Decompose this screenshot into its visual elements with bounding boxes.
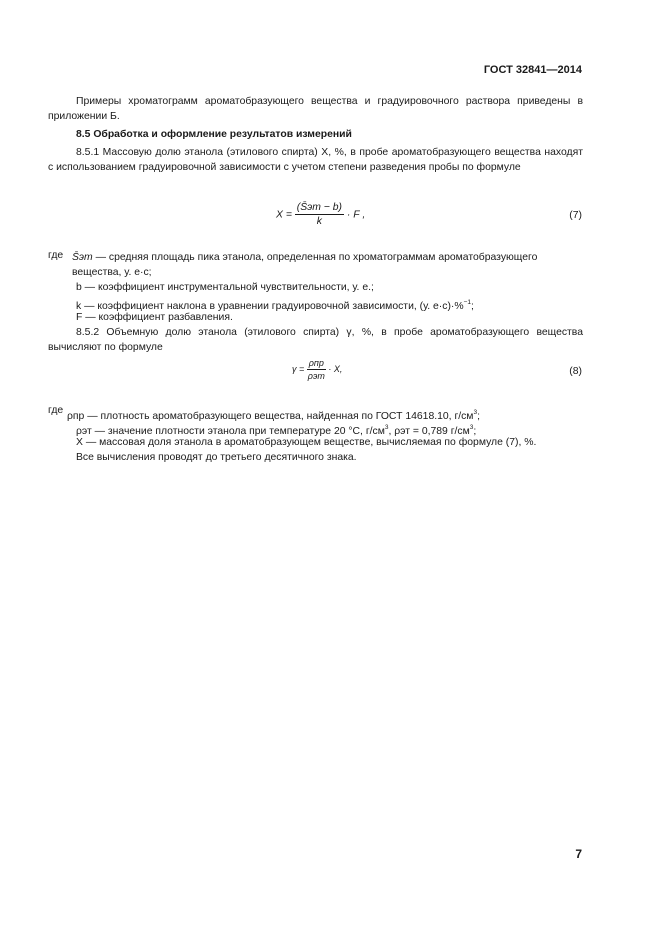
final-note: Все вычисления проводят до третьего десятичного знака. (76, 452, 357, 463)
definition-rho-pr-end: ; (477, 411, 480, 422)
formula-8-numerator: ρпр (308, 358, 324, 368)
definition-b: b — коэффициент инструментальной чувствительности, у. е.; (76, 282, 374, 293)
formula-7 (276, 202, 365, 227)
definition-k-sup: −1 (463, 299, 472, 306)
document-header: ГОСТ 32841—2014 (483, 64, 582, 76)
formula-7-numerator: (S̄эт − b) (296, 202, 343, 213)
formula-8-tail: · X, (328, 363, 343, 374)
formula-7-tail: · F , (346, 209, 366, 221)
formula-8-fraction (307, 358, 326, 381)
definition-rho-et-sup-2: 3 (469, 424, 474, 431)
formula-7-number: (7) (569, 210, 582, 221)
page-number: 7 (575, 847, 582, 861)
definition-rho-pr-text: ρпр — плотность ароматобразующего вещества, найденная по ГОСТ 14618.10, г/см (67, 411, 474, 422)
formula-7-denominator: k (316, 216, 322, 227)
definition-rho-et-end: ; (473, 426, 477, 437)
where-label-8: где (48, 405, 64, 416)
section-heading: 8.5 Обработка и оформление результатов измерений (76, 129, 352, 140)
definition-s-et (72, 250, 583, 280)
definition-rho-et-sup-1: 3 (384, 424, 389, 431)
s-et-text: — средняя площадь пика этанола, определенная по хроматограммам ароматобразующего вещества, у. е·с; (72, 252, 538, 278)
formula-8-lhs: γ = (292, 363, 305, 374)
definition-rho-pr-sup: 3 (473, 409, 478, 416)
s-et-symbol: S̄эт (72, 252, 93, 263)
definition-x: X — массовая доля этанола в ароматобразующем веществе, вычисляемая по формуле (7), %. (76, 437, 537, 448)
formula-8 (292, 358, 342, 381)
paragraph-8-5-2: 8.5.2 Объемную долю этанола (этилового спирта) γ, %, в пробе ароматобразующего вещества вычисляют по формуле (48, 327, 583, 353)
paragraph-8-5-1: 8.5.1 Массовую долю этанола (этилового спирта) X, %, в пробе ароматобразующего вещества находят с использованием градуировочной зависимости с учетом степени разведения пробы по формуле (48, 147, 583, 173)
definition-rho-et-text-a: ρэт — значение плотности этанола при температуре 20 °С, г/см (76, 426, 385, 437)
where-label-7: где (48, 250, 64, 261)
formula-7-lhs: X = (276, 209, 292, 221)
definition-rho-et-text-b: , ρэт = 0,789 г/см (388, 426, 470, 437)
definition-k-end: ; (471, 301, 474, 312)
definition-k-text: k — коэффициент наклона в уравнении градуировочной зависимости, (у. е·с)·% (76, 301, 464, 312)
formula-7-fraction (295, 202, 344, 227)
paragraph-examples: Примеры хроматограмм ароматобразующего вещества и градуировочного раствора приведены в приложении Б. (48, 96, 583, 122)
definition-f: F — коэффициент разбавления. (76, 312, 233, 323)
formula-8-number: (8) (569, 366, 582, 377)
formula-8-denominator: ρэт (307, 371, 325, 381)
